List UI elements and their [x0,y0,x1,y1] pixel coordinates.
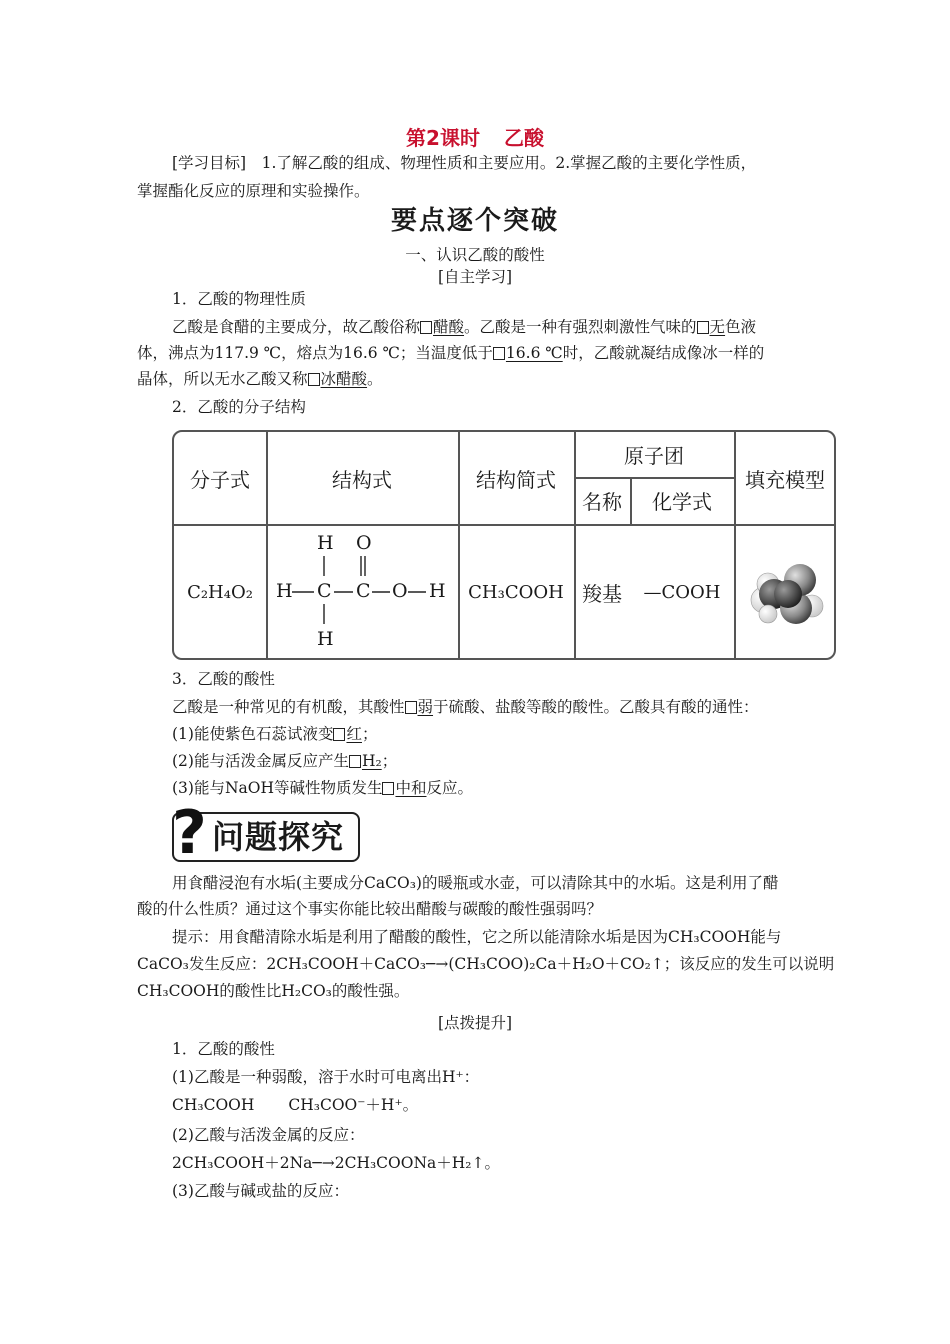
hint-line2: CaCO₃发生反应：2CH₃COOH＋CaCO₃─→(CH₃COO)₂Ca＋H₂O＋CO₂↑；该反应的发生可以说明 [137,955,835,973]
value-chem: —COOH [643,581,721,603]
value-formula: C₂H₄O₂ [187,581,253,603]
answer-text: 弱 [417,698,434,716]
question-mark-icon: ? [172,798,207,868]
header-condensed: 结构简式 [476,467,556,492]
answer-box [493,347,505,360]
hint-line1: 提示：用食醋清除水垢是利用了醋酸的酸性，它之所以能清除水垢是因为CH₃COOH能与 [172,928,782,946]
header-name: 名称 [582,490,622,514]
acid-heading: 3．乙酸的酸性 [172,670,275,688]
tips-line6: (3)乙酸与碱或盐的反应： [172,1182,349,1200]
answer-box [405,701,417,714]
answer-box [420,321,432,334]
acid-item2: (2)能与活泼金属反应产生 H₂； [172,752,398,770]
ionization-equation: CH₃COOH CH₃COO⁻＋H⁺。 [172,1096,419,1114]
tips-line1: 1．乙酸的酸性 [172,1040,275,1058]
acid-item3: (3)能与NaOH等碱性物质发生 中和反应。 [172,779,474,797]
answer-box [382,782,394,795]
header-model: 填充模型 [745,467,825,492]
learning-goals-line2: 掌握酯化反应的原理和实验操作。 [137,182,370,200]
header-formula: 分子式 [190,467,250,492]
question-banner-label: 问题探究 [212,818,345,856]
tips-line4: (2)乙酸与活泼金属的反应： [172,1126,365,1144]
answer-box [697,321,709,334]
tips-heading: [点拨提升] [437,1014,513,1032]
header-chem: 化学式 [652,490,712,514]
atom-c1: C [317,580,332,602]
answer-text: 中和 [395,779,427,797]
structure-heading: 2．乙酸的分子结构 [172,398,306,416]
self-study-label: [自主学习] [437,268,513,286]
answer-text: 冰醋酸 [320,370,368,388]
phys-line2: 体，沸点为117.9 ℃，熔点为16.6 ℃；当温度低于 16.6 ℃时，乙酸就凝结成像冰一样的 [137,344,765,362]
tips-line5: 2CH₃COOH＋2Na─→2CH₃COONa＋H₂↑。 [172,1154,500,1172]
tips-line2: (1)乙酸是一种弱酸，溶于水时可电离出H⁺： [172,1068,480,1086]
answer-text: H₂ [361,752,382,770]
structure-table [172,430,836,660]
phys-heading: 1．乙酸的物理性质 [172,290,306,308]
atom-o-right: O [392,580,408,602]
header-structural: 结构式 [332,467,392,492]
atom-h-bottom: H [317,628,334,650]
phys-line3: 晶体，所以无水乙酸又称 冰醋酸。 [137,370,383,388]
atom-h-top: H [317,532,334,554]
atom-o-top: O [356,532,372,554]
answer-box [308,373,320,386]
structural-formula [266,524,458,660]
answer-text: 红 [346,725,362,743]
hint-line3: CH₃COOH的酸性比H₂CO₃的酸性强。 [137,982,410,1000]
value-condensed: CH₃COOH [468,581,564,603]
answer-text: 16.6 ℃ [505,344,563,362]
value-name: 羧基 [582,581,622,606]
atom-c2: C [356,580,371,602]
lesson-title [0,122,950,151]
lesson-number: 第2课时 [406,126,480,150]
header-group: 原子团 [624,444,684,468]
question-line2: 酸的什么性质？通过这个事实你能比较出醋酸与碳酸的酸性强弱吗？ [137,900,603,918]
atom-h-left: H [276,580,293,602]
lesson-topic: 乙酸 [503,126,544,150]
answer-text: 无 [709,318,726,336]
answer-box [349,755,361,768]
acid-line1: 乙酸是一种常见的有机酸，其酸性 弱于硫酸、盐酸等酸的酸性。乙酸具有酸的通性： [172,698,759,716]
space-filling-model [734,524,836,660]
atom-h-right: H [429,580,446,602]
question-line1: 用食醋浸泡有水垢(主要成分CaCO₃)的暖瓶或水壶，可以清除其中的水垢。这是利用了醋 [172,874,779,892]
molecule-model-icon [734,524,836,660]
answer-box [333,728,345,741]
part1-title: 一、认识乙酸的酸性 [405,246,545,264]
section-header: 要点逐个突破 [390,206,559,236]
answer-text: 醋酸 [433,318,465,336]
phys-line1: 乙酸是食醋的主要成分，故乙酸俗称 醋酸。乙酸是一种有强烈刺激性气味的 无色液 [172,318,757,336]
learning-goals-line1: [学习目标] 1.了解乙酸的组成、物理性质和主要应用。2.掌握乙酸的主要化学性质， [172,154,757,172]
acid-item1: (1)能使紫色石蕊试液变 红； [172,725,378,743]
